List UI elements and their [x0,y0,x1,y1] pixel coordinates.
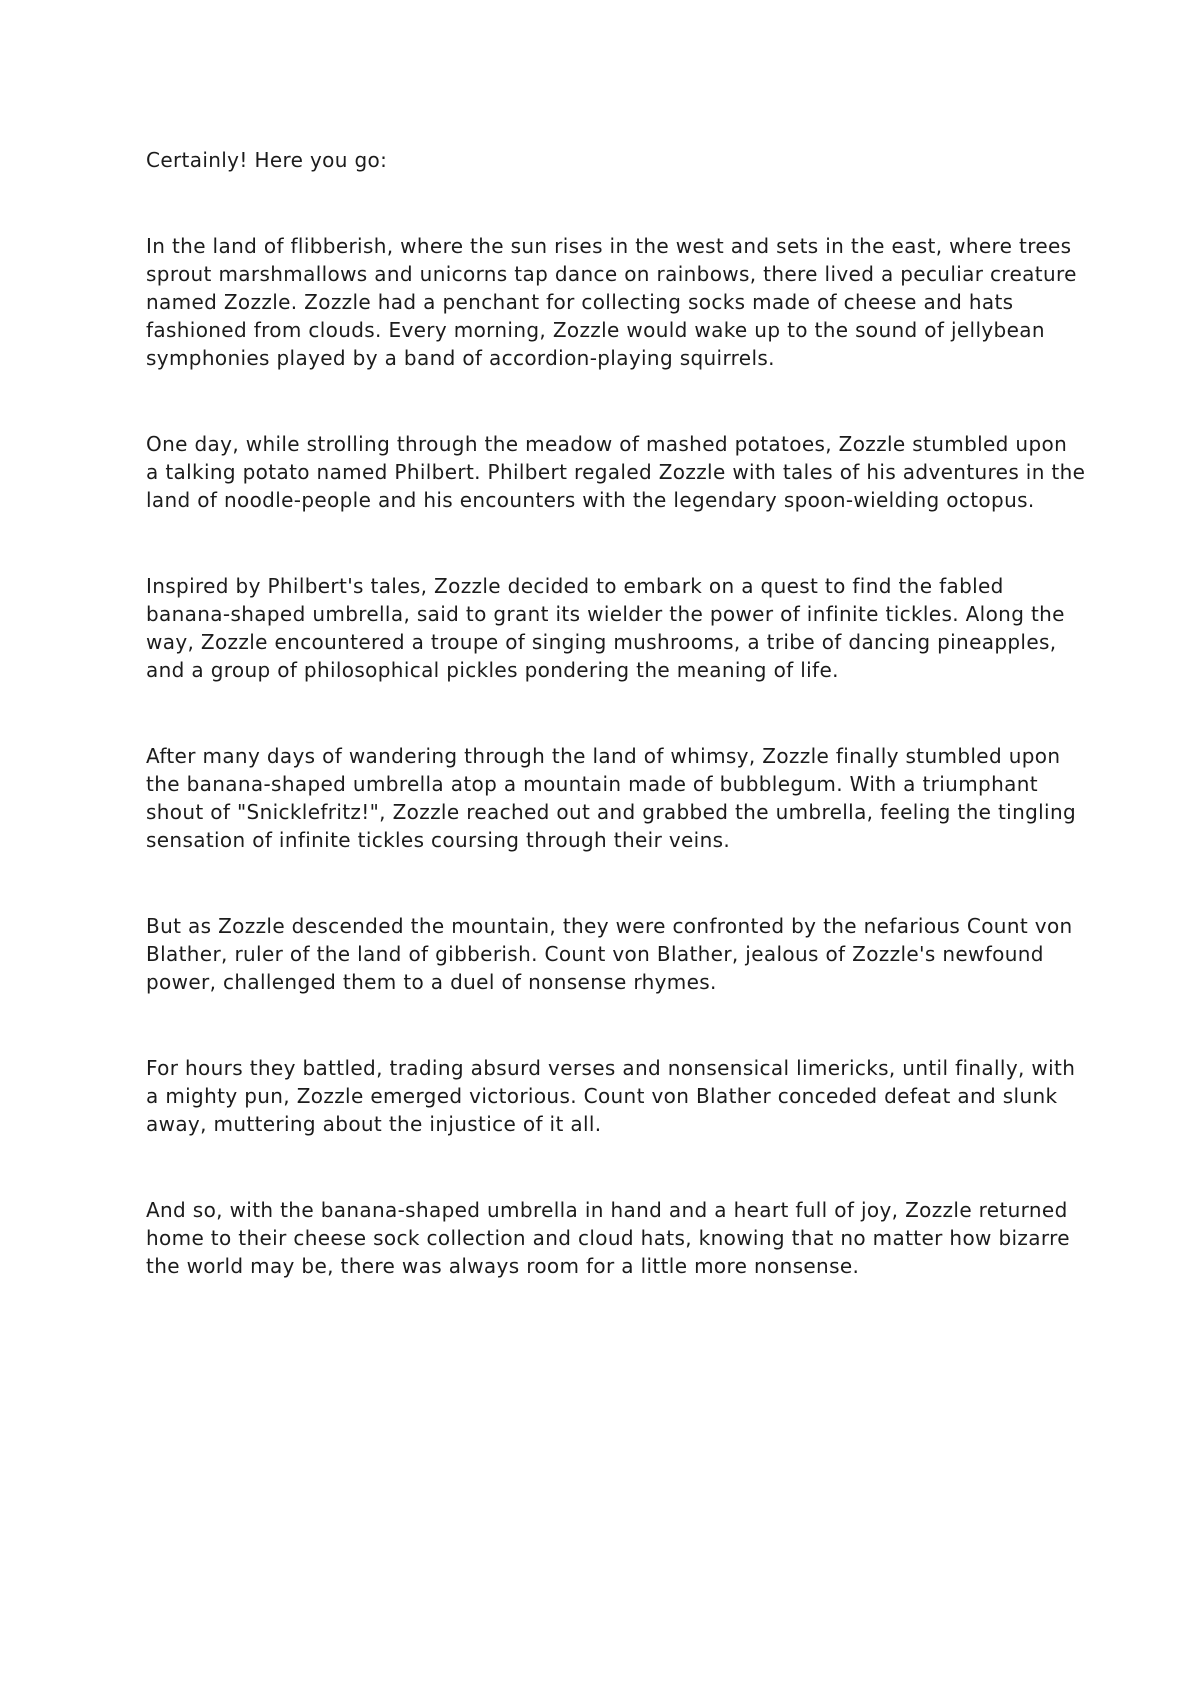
paragraph-5: But as Zozzle descended the mountain, they were confronted by the nefarious Count von Blather, ruler of the land of gibberish. Count von Blather, jealous of Zozzle's newfound power, challenged them to a duel of nonsense rhymes. [146,914,1073,994]
paragraph-6: For hours they battled, trading absurd verses and nonsensical limericks, until finally, with a mighty pun, Zozzle emerged victorious. Count von Blather conceded defeat and slunk away, muttering about the injustice of it all. [146,1056,1076,1136]
paragraph-1: In the land of flibberish, where the sun rises in the west and sets in the east, where trees sprout marshmallows and unicorns tap dance on rainbows, there lived a peculiar creature named Zozzle. Zozzle had a penchant for collecting socks made of cheese and hats fashioned from clouds. Every morning, Zozzle would wake up to the sound of jellybean symphonies played by a band of accordion-playing squirrels. [146,234,1077,370]
intro-line: Certainly! Here you go: [146,148,388,172]
paragraph-3: Inspired by Philbert's tales, Zozzle decided to embark on a quest to find the fabled banana-shaped umbrella, said to grant its wielder the power of infinite tickles. Along the way, Zozzle encountered a troupe of singing mushrooms, a tribe of dancing pineapples, and a group of philosophical pickles pondering the meaning of life. [146,574,1065,682]
paragraph-2: One day, while strolling through the meadow of mashed potatoes, Zozzle stumbled upon a talking potato named Philbert. Philbert regaled Zozzle with tales of his adventures in the land of noodle-people and his encounters with the legendary spoon-wielding octopus. [146,432,1086,512]
document-body [146,146,1086,1280]
paragraph-4: After many days of wandering through the land of whimsy, Zozzle finally stumbled upon the banana-shaped umbrella atop a mountain made of bubblegum. With a triumphant shout of "Snicklefritz!", Zozzle reached out and grabbed the umbrella, feeling the tingling sensation of infinite tickles coursing through their veins. [146,744,1077,852]
paragraph-7: And so, with the banana-shaped umbrella in hand and a heart full of joy, Zozzle returned home to their cheese sock collection and cloud hats, knowing that no matter how bizarre the world may be, there was always room for a little more nonsense. [146,1198,1070,1278]
